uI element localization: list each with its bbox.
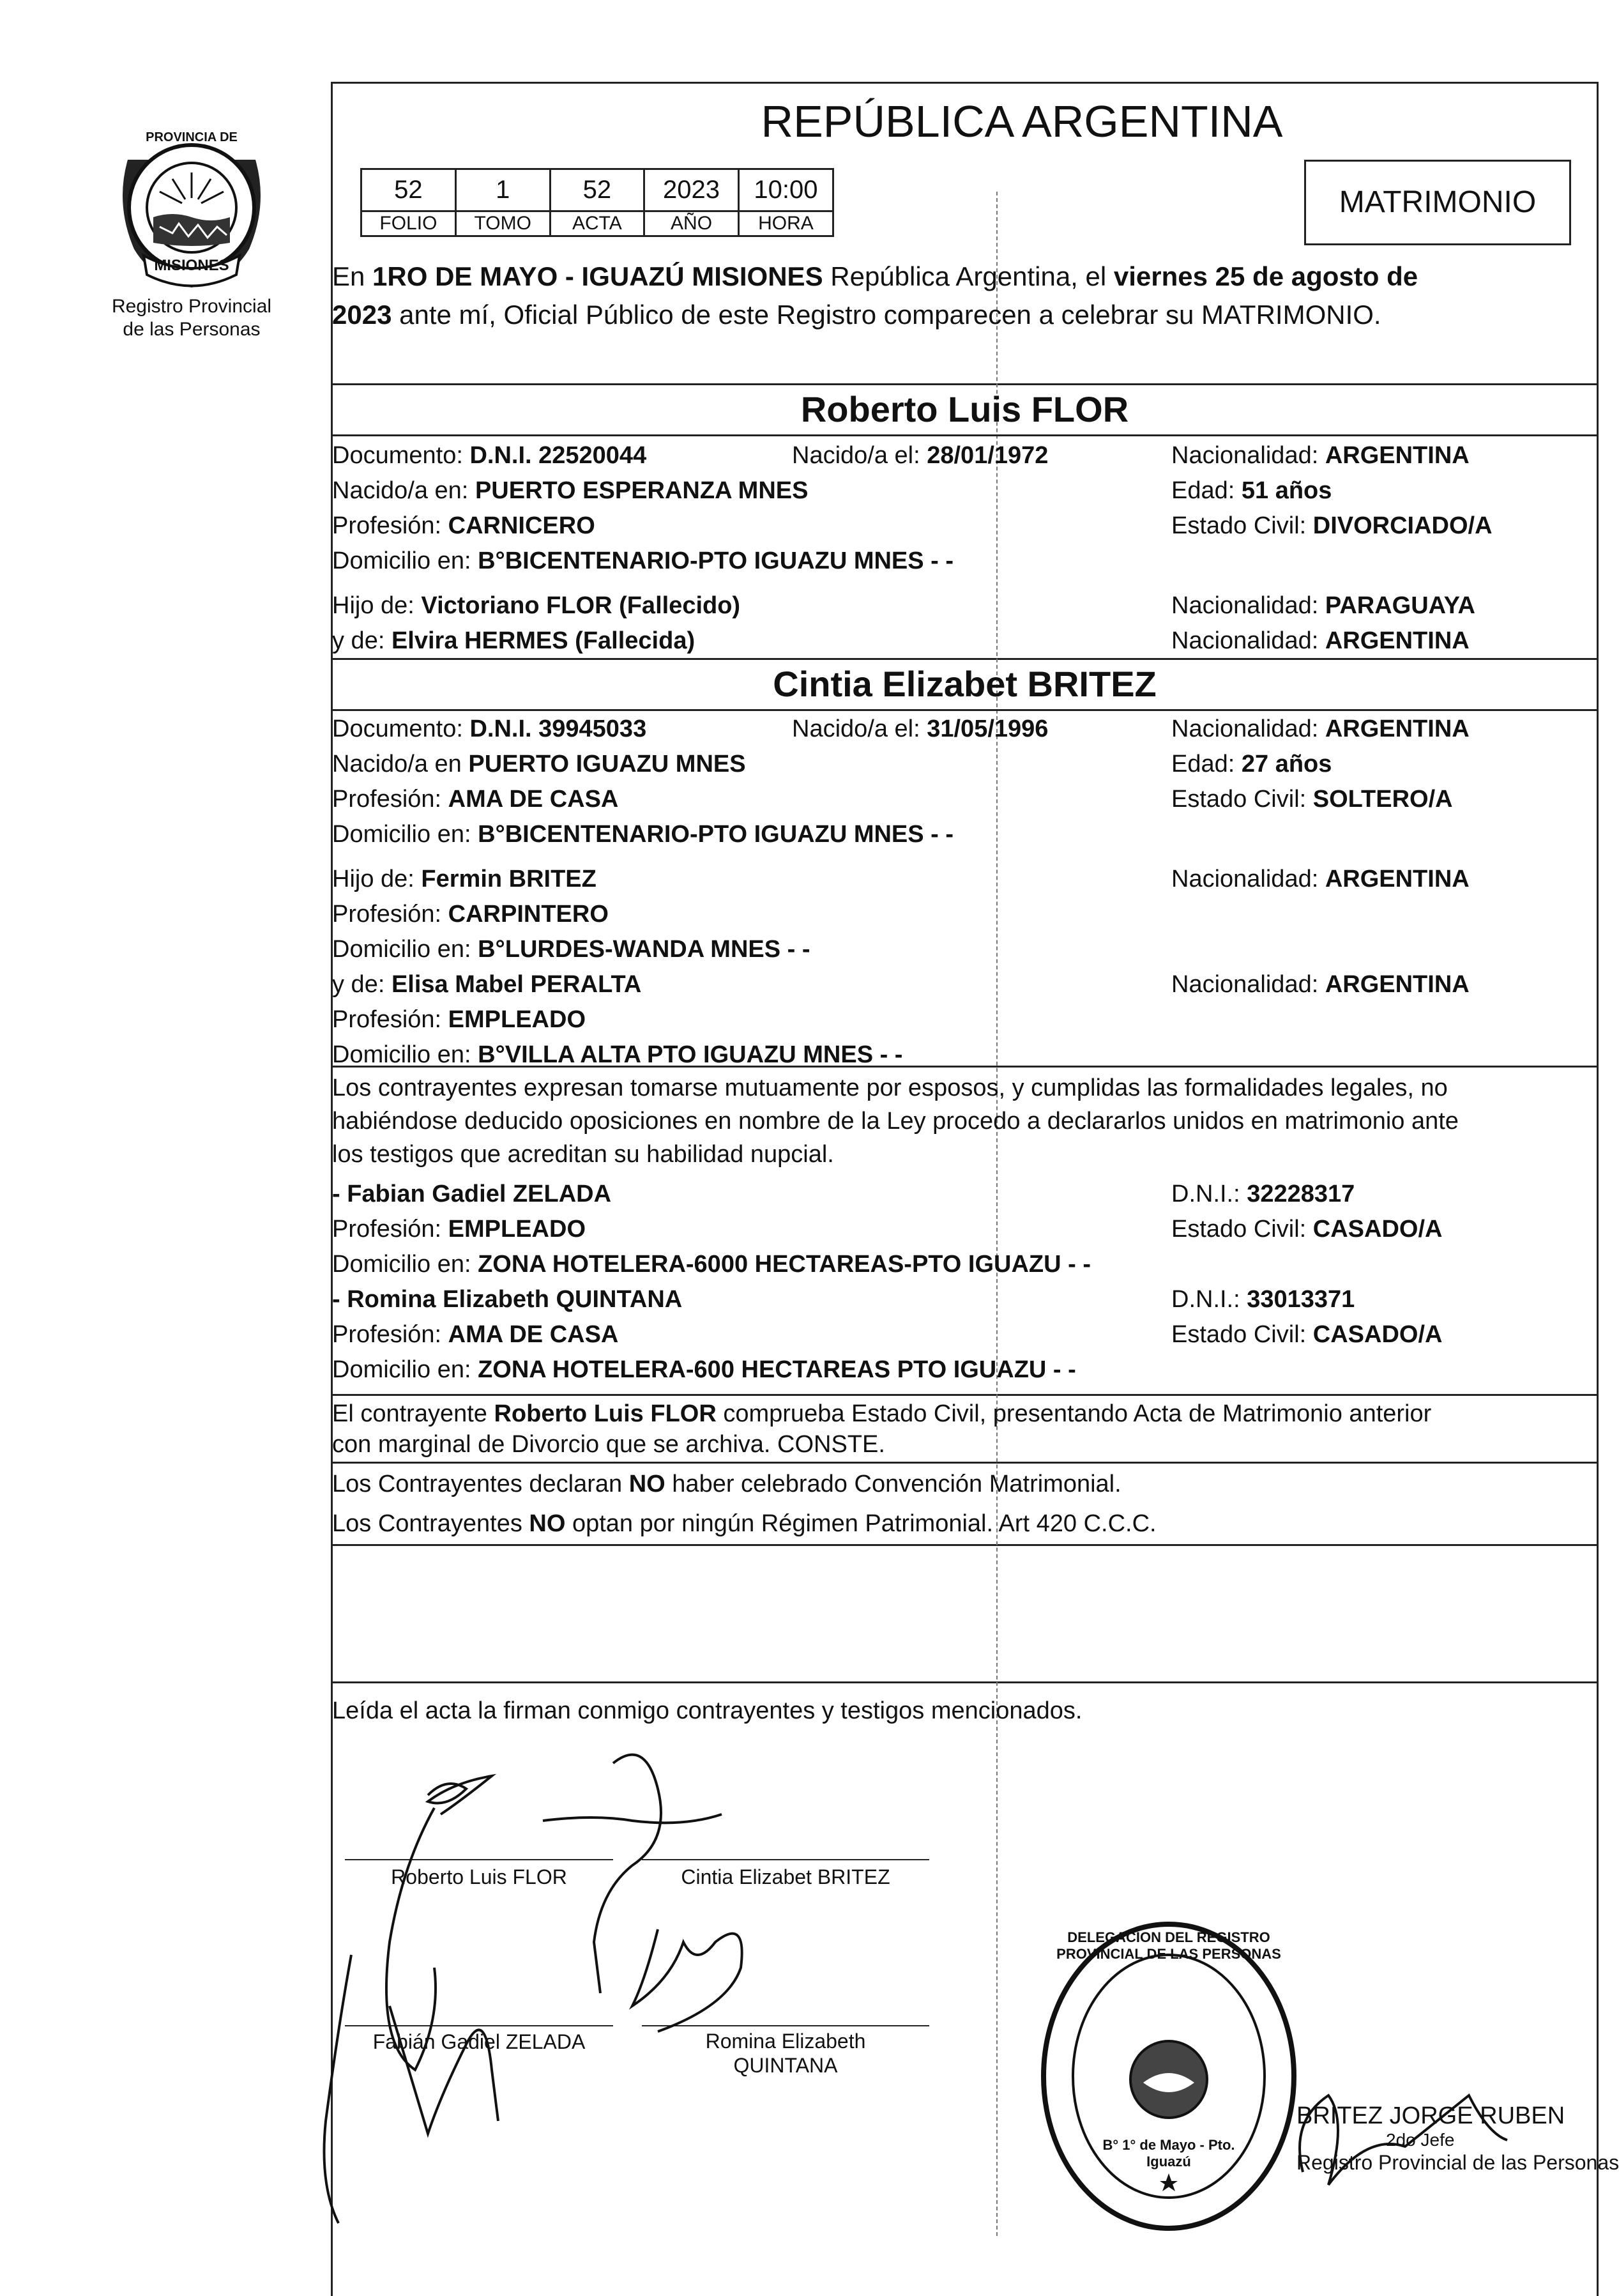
declaration-line3: los testigos que acreditan su habilidad nupcial. [332, 1141, 834, 1168]
s2-mother-nat: ARGENTINA [1325, 971, 1470, 998]
s2-born-place: PUERTO IGUAZU MNES [468, 751, 746, 777]
s2-civil-label: Estado Civil: [1171, 786, 1307, 813]
s1-civil-status: DIVORCIADO/A [1312, 512, 1493, 539]
country-title: REPÚBLICA ARGENTINA [761, 96, 1283, 146]
s2-father-home: B°LURDES-WANDA MNES - - [478, 936, 810, 963]
sig-name-4a: Romina Elizabeth [705, 2030, 866, 2053]
s1-nationality: ARGENTINA [1325, 442, 1470, 469]
w2-prof: AMA DE CASA [448, 1321, 619, 1348]
folio-value: 52 [361, 169, 456, 211]
s1-father-label: Hijo de: [332, 592, 414, 619]
s2-father-prof-label: Profesión: [332, 901, 442, 928]
conv-rest1: haber celebrado Convención Matrimonial. [672, 1471, 1121, 1497]
s1-born-place-label: Nacido/a en: [332, 477, 469, 504]
w1-dni: 32228317 [1247, 1181, 1355, 1207]
handwritten-signatures [300, 1738, 1003, 2262]
s2-father: Fermin BRITEZ [421, 866, 597, 892]
s2-father-nat: ARGENTINA [1325, 866, 1470, 892]
conv-pre: Los Contrayentes declaran [332, 1471, 623, 1497]
s1-home-label: Domicilio en: [332, 547, 471, 574]
s2-born-date: 31/05/1996 [927, 716, 1049, 742]
s1-civil-label: Estado Civil: [1171, 512, 1307, 539]
declaration-line1: Los contrayentes expresan tomarse mutuamente por esposos, y cumplidas las formalidades legales, no [332, 1075, 1448, 1101]
s2-father-label: Hijo de: [332, 866, 414, 892]
seal-bottom-text: MISIONES [154, 257, 229, 274]
s1-born-date: 28/01/1972 [927, 442, 1049, 469]
s1-mother: Elvira HERMES (Fallecida) [391, 627, 695, 654]
s2-mother-label: y de: [332, 971, 385, 998]
s2-age: 27 años [1241, 751, 1332, 777]
s2-doc: D.N.I. 39945033 [469, 716, 647, 742]
anio-value: 2023 [644, 169, 739, 211]
s1-profession: CARNICERO [448, 512, 595, 539]
act-type: MATRIMONIO [1339, 185, 1537, 219]
conv-rest2: optan por ningún Régimen Patrimonial. Art 420 C.C.C. [572, 1510, 1157, 1537]
note-who: Roberto Luis FLOR [494, 1400, 717, 1427]
w2-home: ZONA HOTELERA-600 HECTAREAS PTO IGUAZU - - [478, 1356, 1076, 1383]
intro-year: 2023 [332, 300, 392, 330]
registry-table [360, 168, 834, 245]
s1-age-label: Edad: [1171, 477, 1235, 504]
s1-age: 51 años [1241, 477, 1332, 504]
s1-mother-nat: ARGENTINA [1325, 627, 1470, 654]
s1-father: Victoriano FLOR (Fallecido) [421, 592, 741, 619]
s1-doc: D.N.I. 22520044 [469, 442, 647, 469]
s2-mother-prof: EMPLEADO [448, 1006, 586, 1033]
s2-nat-label: Nacionalidad: [1171, 716, 1319, 742]
official-office: Registro Provincial de las Personas [1296, 2151, 1619, 2174]
s2-civil-status: SOLTERO/A [1312, 786, 1453, 813]
sig-name-1: Roberto Luis FLOR [391, 1865, 567, 1888]
s2-prof-label: Profesión: [332, 786, 442, 813]
w2-prof-label: Profesión: [332, 1321, 442, 1348]
s1-doc-label: Documento: [332, 442, 463, 469]
w2-dni-label: D.N.I.: [1171, 1286, 1240, 1313]
conv-no2: NO [529, 1510, 566, 1537]
note-rest1: comprueba Estado Civil, presentando Acta de Matrimonio anterior [723, 1400, 1432, 1427]
s2-age-label: Edad: [1171, 751, 1235, 777]
s2-mother: Elisa Mabel PERALTA [391, 971, 642, 998]
logo-name-line1: Registro Provincial [111, 296, 272, 317]
tomo-label: TOMO [455, 211, 550, 236]
s1-father-nat-label: Nacionalidad: [1171, 592, 1319, 619]
note-pre: El contrayente [332, 1400, 487, 1427]
sig-name-2: Cintia Elizabet BRITEZ [681, 1865, 890, 1888]
sig-name-3: Fabián Gadiel ZELADA [372, 2030, 586, 2053]
stamp-inner-text: B° 1° de Mayo - Pto. Iguazú [1102, 2137, 1235, 2170]
s2-born-date-label: Nacido/a el: [792, 716, 920, 742]
s1-prof-label: Profesión: [332, 512, 442, 539]
s2-mother-nat-label: Nacionalidad: [1171, 971, 1319, 998]
w1-home-label: Domicilio en: [332, 1251, 471, 1278]
s1-mother-label: y de: [332, 627, 385, 654]
stamp-ring-text: DELEGACION DEL REGISTRO PROVINCIAL DE LAS PERSONAS [1056, 1929, 1281, 1962]
w2-dni: 33013371 [1247, 1286, 1355, 1313]
official-name: BRITEZ JORGE RUBEN [1296, 2102, 1565, 2129]
conv-no: NO [628, 1471, 665, 1497]
s1-father-nat: PARAGUAYA [1325, 592, 1475, 619]
s2-born-place-label: Nacido/a en [332, 751, 462, 777]
closing-text: Leída el acta la firman conmigo contrayentes y testigos mencionados. [332, 1697, 1083, 1724]
w1-name: - Fabian Gadiel ZELADA [332, 1181, 612, 1207]
s2-nationality: ARGENTINA [1325, 716, 1470, 742]
s2-mother-home-label: Domicilio en: [332, 1041, 471, 1068]
w1-civil: CASADO/A [1312, 1216, 1443, 1243]
s1-mother-nat-label: Nacionalidad: [1171, 627, 1319, 654]
intro-en: En [332, 261, 365, 291]
s2-mother-prof-label: Profesión: [332, 1006, 442, 1033]
anio-label: AÑO [644, 211, 739, 236]
note-line2: con marginal de Divorcio que se archiva. CONSTE. [332, 1431, 885, 1458]
folio-label: FOLIO [361, 211, 456, 236]
w2-civil: CASADO/A [1312, 1321, 1443, 1348]
w1-prof-label: Profesión: [332, 1216, 442, 1243]
hora-value: 10:00 [738, 169, 833, 211]
w2-name: - Romina Elizabeth QUINTANA [332, 1286, 683, 1313]
intro-place: 1RO DE MAYO - IGUAZÚ MISIONES [372, 261, 823, 291]
conv-pre2: Los Contrayentes [332, 1510, 522, 1537]
logo-name-line2: de las Personas [123, 319, 261, 340]
s2-doc-label: Documento: [332, 716, 463, 742]
spouse2-name: Cintia Elizabet BRITEZ [773, 664, 1157, 704]
w1-home: ZONA HOTELERA-6000 HECTAREAS-PTO IGUAZU - - [478, 1251, 1091, 1278]
seal-top-text: PROVINCIA DE [146, 130, 238, 144]
s2-home-label: Domicilio en: [332, 821, 471, 848]
s2-father-prof: CARPINTERO [448, 901, 609, 928]
s1-nat-label: Nacionalidad: [1171, 442, 1319, 469]
s2-home: B°BICENTENARIO-PTO IGUAZU MNES - - [478, 821, 954, 848]
intro-country: República Argentina, el [830, 261, 1107, 291]
s2-father-nat-label: Nacionalidad: [1171, 866, 1319, 892]
w2-home-label: Domicilio en: [332, 1356, 471, 1383]
delegation-stamp [1035, 1917, 1303, 2236]
declaration-line2: habiéndose deducido oposiciones en nombre de la Ley procedo a declararlos unidos en matrimonio ante [332, 1108, 1459, 1135]
w1-prof: EMPLEADO [448, 1216, 586, 1243]
intro-rest: ante mí, Oficial Público de este Registro comparecen a celebrar su MATRIMONIO. [399, 300, 1381, 330]
w2-civil-label: Estado Civil: [1171, 1321, 1307, 1348]
act-type-box [1304, 160, 1571, 245]
s1-born-date-label: Nacido/a el: [792, 442, 920, 469]
intro-date: viernes 25 de agosto de [1113, 261, 1418, 291]
s1-born-place: PUERTO ESPERANZA MNES [475, 477, 809, 504]
s2-father-home-label: Domicilio en: [332, 936, 471, 963]
s1-home: B°BICENTENARIO-PTO IGUAZU MNES - - [478, 547, 954, 574]
spouse1-name: Roberto Luis FLOR [800, 389, 1129, 429]
s2-profession: AMA DE CASA [448, 786, 619, 813]
tomo-value: 1 [455, 169, 550, 211]
sig-name-4b: QUINTANA [733, 2054, 838, 2077]
hora-label: HORA [738, 211, 833, 236]
s2-mother-home: B°VILLA ALTA PTO IGUAZU MNES - - [478, 1041, 903, 1068]
acta-value: 52 [550, 169, 644, 211]
official-title: 2do Jefe [1386, 2130, 1455, 2150]
acta-label: ACTA [550, 211, 644, 236]
w1-civil-label: Estado Civil: [1171, 1216, 1307, 1243]
w1-dni-label: D.N.I.: [1171, 1181, 1240, 1207]
